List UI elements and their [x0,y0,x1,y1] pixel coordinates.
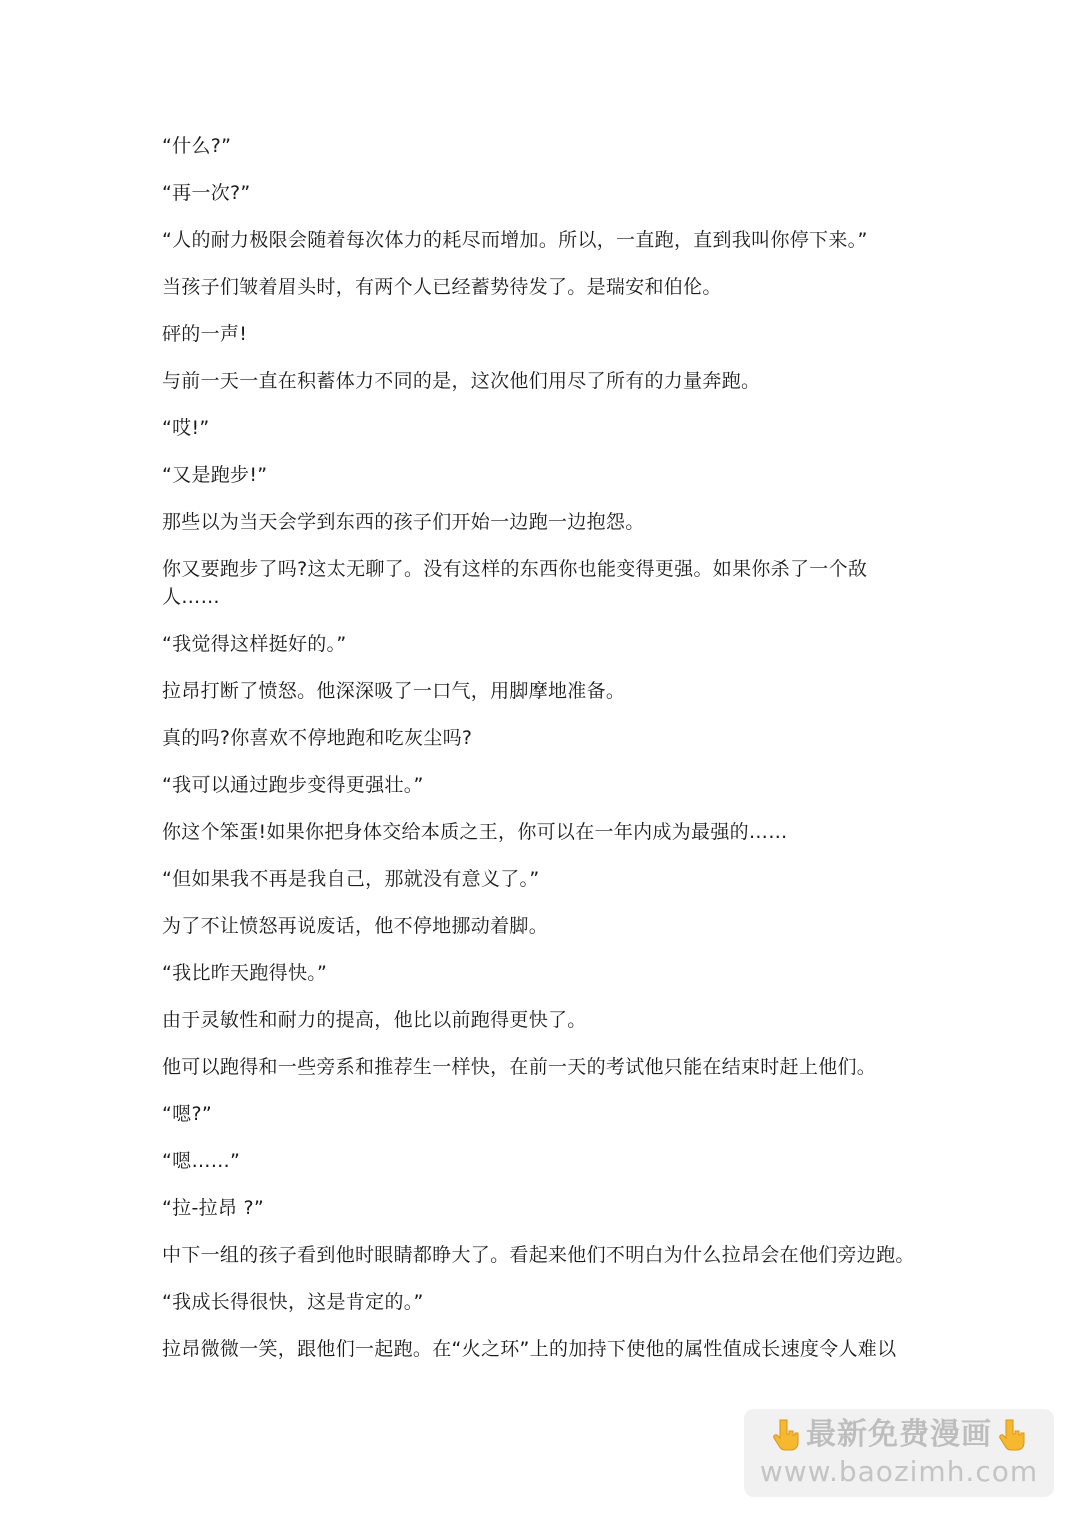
paragraph: 拉昂微微一笑，跟他们一起跑。在“火之环”上的加持下使他的属性值成长速度令人难以 [162,1338,897,1360]
paragraph: “我觉得这样挺好的。” [162,633,347,655]
paragraph: “我成长得很快，这是肯定的。” [162,1291,424,1313]
paragraph: 真的吗?你喜欢不停地跑和吃灰尘吗? [162,727,473,749]
pointing-down-hand-icon [772,1418,800,1452]
paragraph: “我可以通过跑步变得更强壮。” [162,774,424,796]
paragraph: “拉-拉昂 ?” [162,1197,265,1219]
paragraph: “什么?” [162,135,232,157]
paragraph: “但如果我不再是我自己，那就没有意义了。” [162,868,540,890]
paragraph: 你这个笨蛋!如果你把身体交给本质之王，你可以在一年内成为最强的…… [162,821,788,843]
paragraph: 他可以跑得和一些旁系和推荐生一样快，在前一天的考试他只能在结束时赶上他们。 [162,1056,877,1078]
pointing-down-hand-icon [998,1418,1026,1452]
watermark-url[interactable]: www.baozimh.com [759,1455,1039,1488]
paragraph: 拉昂打断了愤怒。他深深吸了一口气，用脚摩地准备。 [162,680,626,702]
paragraph: 与前一天一直在积蓄体力不同的是，这次他们用尽了所有的力量奔跑。 [162,370,761,392]
paragraph: 砰的一声! [162,323,248,345]
paragraph: “再一次?” [162,182,251,204]
watermark-title: 最新免费漫画 [806,1417,992,1452]
paragraph: 中下一组的孩子看到他时眼睛都睁大了。看起来他们不明白为什么拉昂会在他们旁边跑。 [162,1244,915,1266]
paragraph: “人的耐力极限会随着每次体力的耗尽而增加。所以，一直跑，直到我叫你停下来。” [162,229,868,251]
paragraph: 你又要跑步了吗?这太无聊了。没有这样的东西你也能变得更强。如果你杀了一个敌人…… [162,558,868,608]
paragraph: 为了不让愤怒再说废话，他不停地挪动着脚。 [162,915,549,937]
paragraph: 那些以为当天会学到东西的孩子们开始一边跑一边抱怨。 [162,511,645,533]
paragraph: 当孩子们皱着眉头时，有两个人已经蓄势待发了。是瑞安和伯伦。 [162,276,722,298]
site-watermark[interactable] [744,1409,1054,1497]
paragraph: “嗯?” [162,1103,212,1125]
paragraph: “哎!” [162,417,210,439]
paragraph: 由于灵敏性和耐力的提高，他比以前跑得更快了。 [162,1009,587,1031]
text-body [162,132,932,1382]
paragraph: “我比昨天跑得快。” [162,962,328,984]
paragraph: “又是跑步!” [162,464,268,486]
paragraph: “嗯……” [162,1150,241,1172]
